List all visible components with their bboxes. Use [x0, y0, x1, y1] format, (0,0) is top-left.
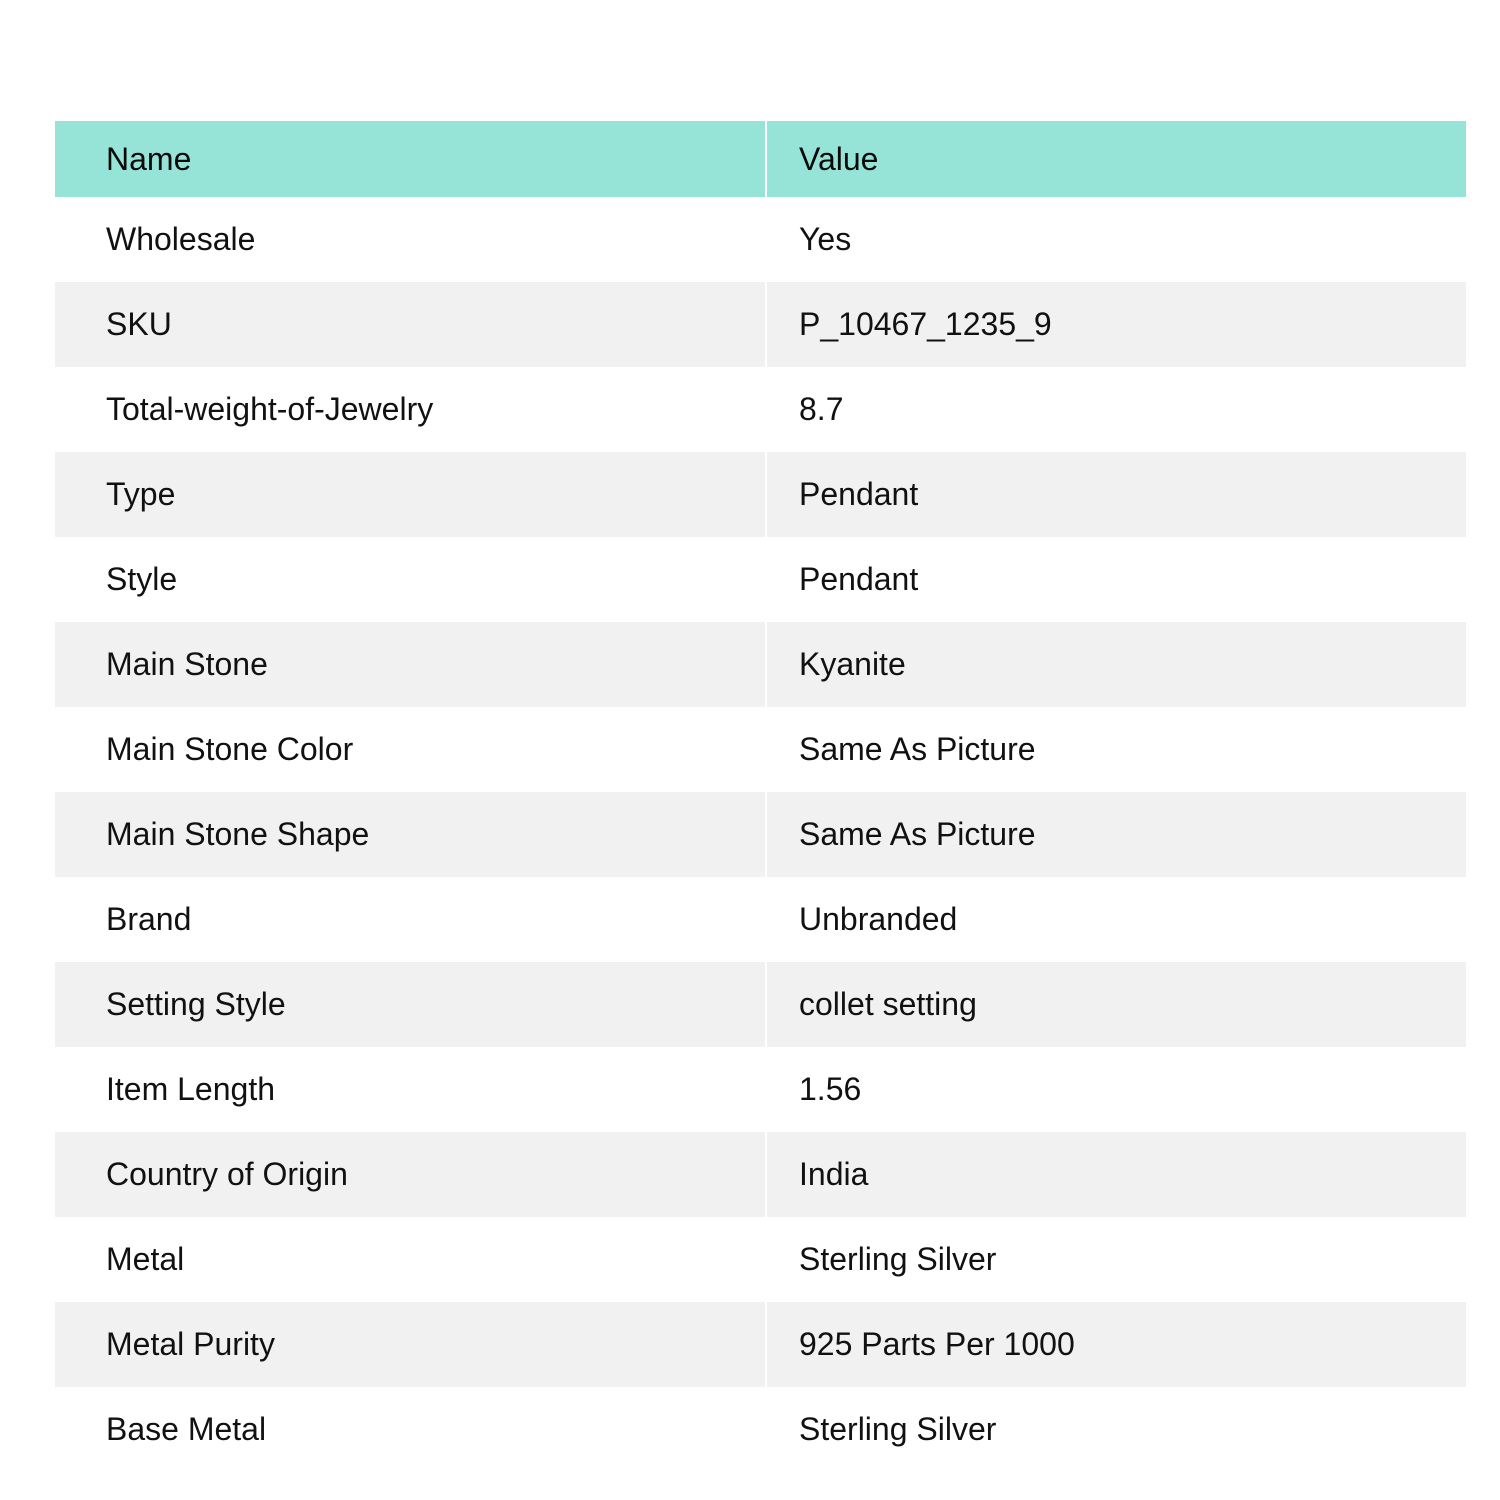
row-name: SKU — [55, 282, 766, 367]
row-name: Total-weight-of-Jewelry — [55, 367, 766, 452]
row-name: Setting Style — [55, 962, 766, 1047]
row-value: Unbranded — [799, 901, 958, 937]
row-value: Pendant — [799, 561, 919, 597]
row-name: Main Stone Color — [55, 707, 766, 792]
header-value: Value — [799, 140, 879, 177]
table-row — [55, 707, 1466, 792]
table-row — [55, 1132, 1466, 1217]
row-name: Main Stone Shape — [55, 792, 766, 877]
row-value: Same As Picture — [799, 816, 1036, 852]
row-name: Brand — [55, 877, 766, 962]
row-value: Sterling Silver — [799, 1241, 997, 1277]
table-header — [55, 121, 1466, 197]
row-name: Style — [55, 537, 766, 622]
row-name: Metal — [55, 1217, 766, 1302]
row-name: Type — [55, 452, 766, 537]
row-name: Main Stone — [55, 622, 766, 707]
row-name: Wholesale — [55, 197, 766, 282]
header-name: Name — [55, 121, 766, 197]
table-row — [55, 452, 1466, 537]
row-value: India — [799, 1156, 869, 1192]
table-row — [55, 962, 1466, 1047]
table-row — [55, 1217, 1466, 1302]
row-name: Country of Origin — [55, 1132, 766, 1217]
row-value: Kyanite — [799, 646, 906, 682]
table-row — [55, 537, 1466, 622]
specifications-table — [55, 121, 1466, 1472]
table-row — [55, 1387, 1466, 1472]
row-name: Base Metal — [55, 1387, 766, 1472]
table-row — [55, 792, 1466, 877]
table-row — [55, 877, 1466, 962]
row-value: 925 Parts Per 1000 — [799, 1326, 1075, 1362]
row-value: 1.56 — [799, 1071, 862, 1107]
row-name: Metal Purity — [55, 1302, 766, 1387]
table-row — [55, 1302, 1466, 1387]
table-row — [55, 622, 1466, 707]
header-row — [55, 121, 1466, 197]
table-row — [55, 282, 1466, 367]
row-value: Pendant — [799, 476, 919, 512]
row-name: Item Length — [55, 1047, 766, 1132]
table-row — [55, 367, 1466, 452]
row-value: P_10467_1235_9 — [799, 306, 1052, 342]
table-row — [55, 1047, 1466, 1132]
row-value: collet setting — [799, 986, 977, 1022]
row-value: Same As Picture — [799, 731, 1036, 767]
row-value: Sterling Silver — [799, 1411, 997, 1447]
table-row — [55, 197, 1466, 282]
row-value: 8.7 — [799, 391, 844, 427]
table-body — [55, 197, 1466, 1472]
row-value: Yes — [799, 221, 852, 257]
